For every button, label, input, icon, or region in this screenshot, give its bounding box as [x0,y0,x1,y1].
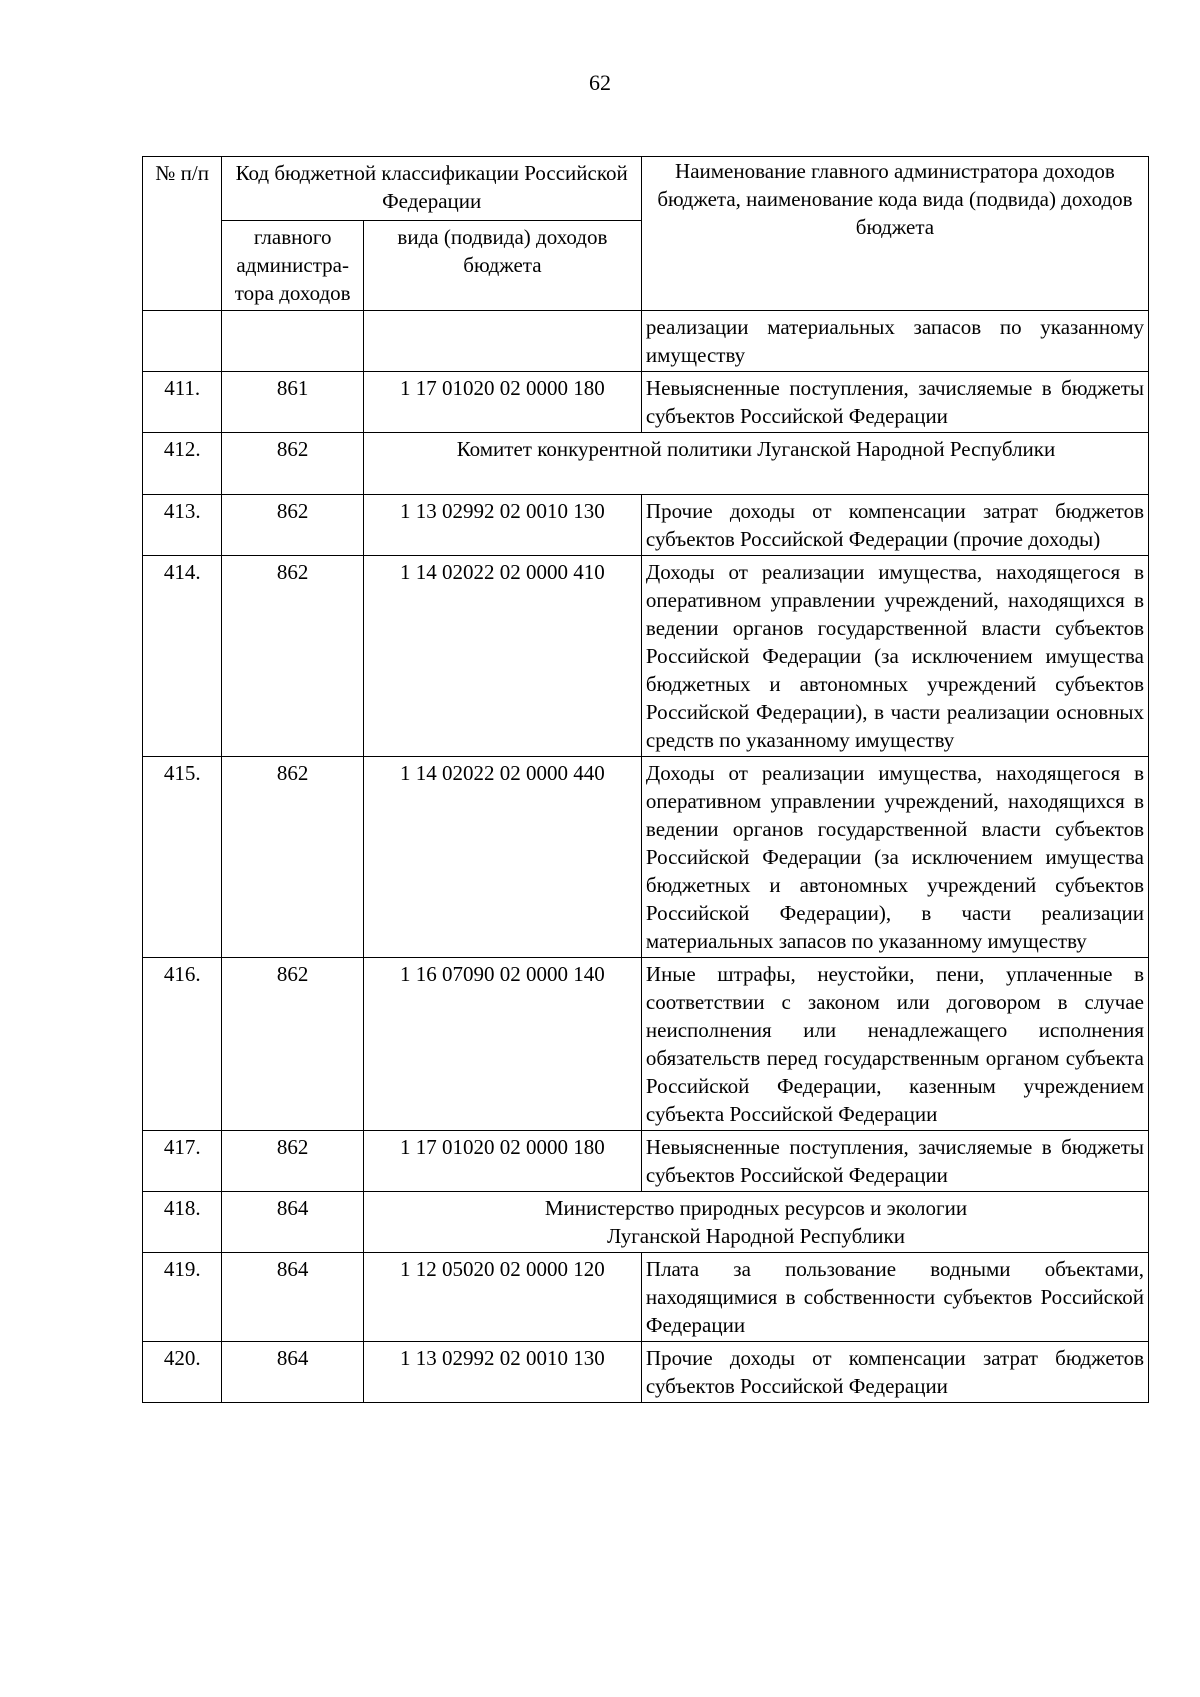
row-number: 419. [143,1253,222,1342]
row-description: реализации материальных запасов по указанному имуществу [641,311,1148,372]
table-section-row [143,1192,1149,1253]
row-description: Прочие доходы от компенсации затрат бюджетов субъектов Российской Федерации [641,1342,1148,1403]
row-number: 413. [143,495,222,556]
row-number: 416. [143,958,222,1131]
table-row [143,958,1149,1131]
row-number: 414. [143,556,222,757]
row-revenue-code: 1 14 02022 02 0000 440 [363,757,641,958]
row-revenue-code: 1 17 01020 02 0000 180 [363,1131,641,1192]
table-row [143,1342,1149,1403]
row-revenue-code: 1 13 02992 02 0010 130 [363,495,641,556]
table-row [143,1253,1149,1342]
row-revenue-code: 1 17 01020 02 0000 180 [363,372,641,433]
row-admin-code: 864 [222,1253,364,1342]
row-number: 418. [143,1192,222,1253]
row-description: Иные штрафы, неустойки, пени, уплаченные в соответствии с законом или договором в случае неисполнения или ненадлежащего исполнения обязательств перед государственным органом субъекта Российской Федерации, казенным учреждением субъекта Российской Федерации [641,958,1148,1131]
row-admin-code: 862 [222,495,364,556]
header-name: Наименование главного администратора доходов бюджета, наименование кода вида (подвида) доходов бюджета [641,157,1148,311]
table-section-row [143,433,1149,495]
row-number: 411. [143,372,222,433]
table-row [143,372,1149,433]
row-number [143,311,222,372]
row-admin-code: 862 [222,1131,364,1192]
row-admin-code: 864 [222,1342,364,1403]
table-row [143,757,1149,958]
row-description: Плата за пользование водными объектами, находящимися в собственности субъектов Российской Федерации [641,1253,1148,1342]
row-admin-code: 864 [222,1192,364,1253]
row-admin-code: 862 [222,433,364,495]
row-revenue-code: 1 14 02022 02 0000 410 [363,556,641,757]
row-number: 412. [143,433,222,495]
row-number: 420. [143,1342,222,1403]
row-admin-code: 862 [222,958,364,1131]
table-row [143,311,1149,372]
header-number: № п/п [143,157,222,311]
row-description: Прочие доходы от компенсации затрат бюджетов субъектов Российской Федерации (прочие доходы) [641,495,1148,556]
header-admin-code: главного администра-тора доходов [222,221,364,311]
revenue-classification-table [142,156,1149,1403]
header-kind-code: вида (подвида) доходов бюджета [363,221,641,311]
row-revenue-code: 1 12 05020 02 0000 120 [363,1253,641,1342]
section-title-line: Луганской Народной Республики [606,1224,905,1248]
row-admin-code: 861 [222,372,364,433]
table-row [143,495,1149,556]
row-description: Невыясненные поступления, зачисляемые в бюджеты субъектов Российской Федерации [641,1131,1148,1192]
row-number: 417. [143,1131,222,1192]
section-title [363,1192,1148,1253]
row-number: 415. [143,757,222,958]
row-revenue-code: 1 16 07090 02 0000 140 [363,958,641,1131]
page-number: 62 [589,70,611,95]
row-description: Доходы от реализации имущества, находящегося в оперативном управлении учреждений, находящихся в ведении органов государственной власти субъектов Российской Федерации (за исключением имущества бюджетных и автономных учреждений субъектов Российской Федерации), в части реализации основных средств по указанному имуществу [641,556,1148,757]
row-revenue-code [363,311,641,372]
row-description: Невыясненные поступления, зачисляемые в бюджеты субъектов Российской Федерации [641,372,1148,433]
row-admin-code: 862 [222,556,364,757]
section-title: Комитет конкурентной политики Луганской Народной Республики [363,433,1148,495]
row-admin-code [222,311,364,372]
row-description: Доходы от реализации имущества, находящегося в оперативном управлении учреждений, находящихся в ведении органов государственной власти субъектов Российской Федерации (за исключением имущества бюджетных и автономных учреждений субъектов Российской Федерации), в части реализации материальных запасов по указанному имуществу [641,757,1148,958]
table-row [143,556,1149,757]
table-row [143,1131,1149,1192]
row-revenue-code: 1 13 02992 02 0010 130 [363,1342,641,1403]
row-admin-code: 862 [222,757,364,958]
section-title-line: Министерство природных ресурсов и экологии [544,1196,968,1220]
header-code-group: Код бюджетной классификации Российской Федерации [222,157,642,221]
